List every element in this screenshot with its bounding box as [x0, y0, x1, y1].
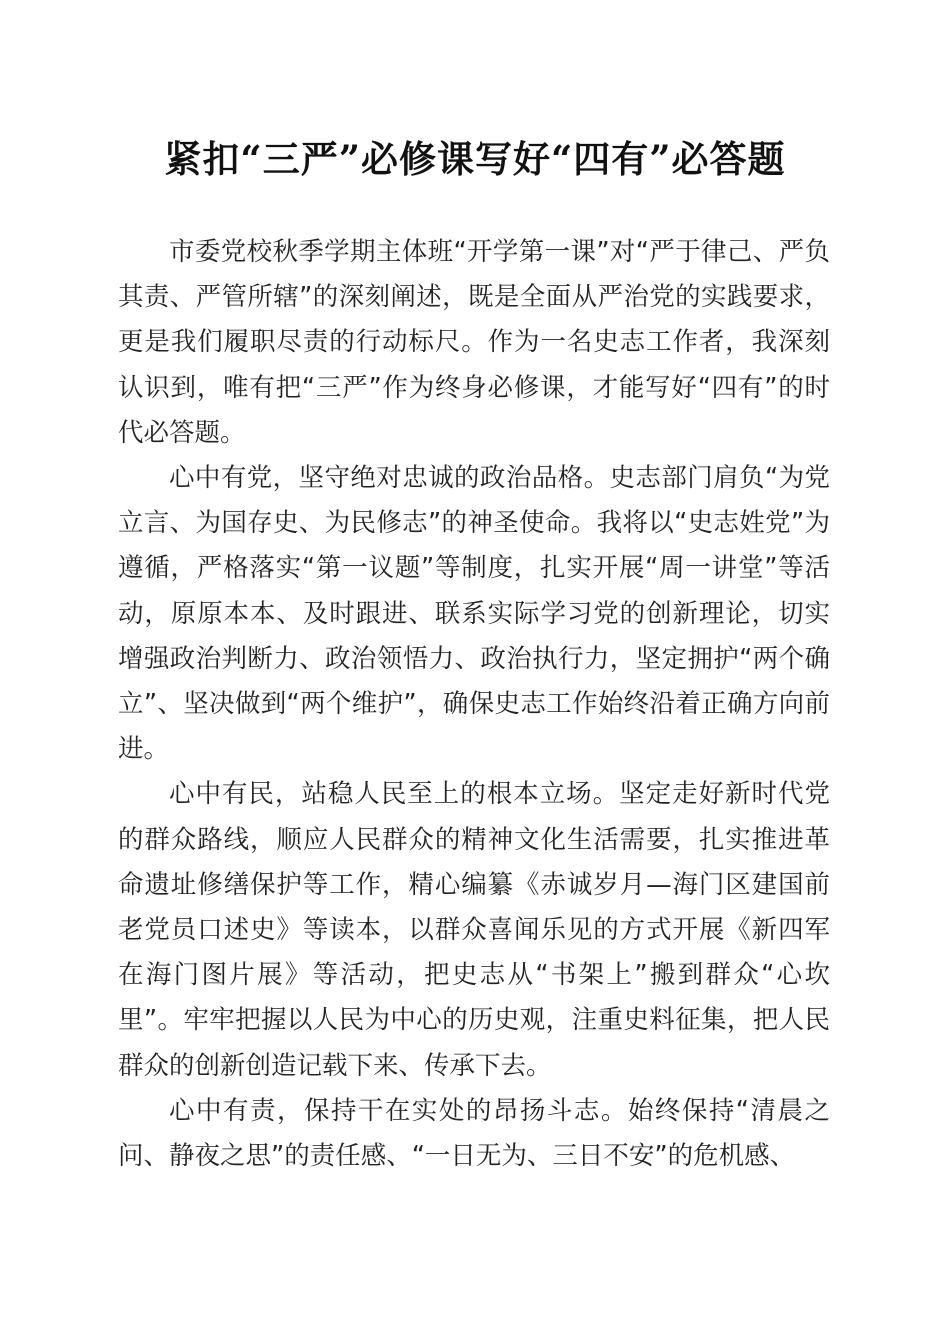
- paragraph-people: 心中有民，站稳人民至上的根本立场。坚定走好新时代党的群众路线，顺应人民群众的精神文化生活需要，扎实推进革命遗址修缮保护等工作，精心编纂《赤诚岁月—海门区建国前老党员口述史》等读本，以群众喜闻乐见的方式开展《新四军在海门图片展》等活动，把史志从“书架上”搬到群众“心坎里”。牢牢把握以人民为中心的历史观，注重史料征集，把人民群众的创新创造记载下来、传承下去。: [118, 779, 830, 1081]
- paragraph-intro: 市委党校秋季学期主体班“开学第一课”对“严于律己、严负其责、严管所辖”的深刻阐述，既是全面从严治党的实践要求，更是我们履职尽责的行动标尺。作为一名史志工作者，我深刻认识到，唯有把“三严”作为终身必修课，才能写好“四有”的时代必答题。: [118, 237, 830, 448]
- document-body: [118, 230, 830, 1179]
- paragraph-responsibility: 心中有责，保持干在实处的昂扬斗志。始终保持“清晨之问、静夜之思”的责任感、“一日无为、三日不安”的危机感、: [118, 1095, 830, 1172]
- document-title: 紧扣“三严”必修课写好“四有”必答题: [164, 137, 786, 181]
- paragraph-party: 心中有党，坚守绝对忠诚的政治品格。史志部门肩负“为党立言、为国存史、为民修志”的神圣使命。我将以“史志姓党”为遵循，严格落实“第一议题”等制度，扎实开展“周一讲堂”等活动，原原本本、及时跟进、联系实际学习党的创新理论，切实增强政治判断力、政治领悟力、政治执行力，坚定拥护“两个确立”、坚决做到“两个维护”，确保史志工作始终沿着正确方向前进。: [118, 463, 830, 765]
